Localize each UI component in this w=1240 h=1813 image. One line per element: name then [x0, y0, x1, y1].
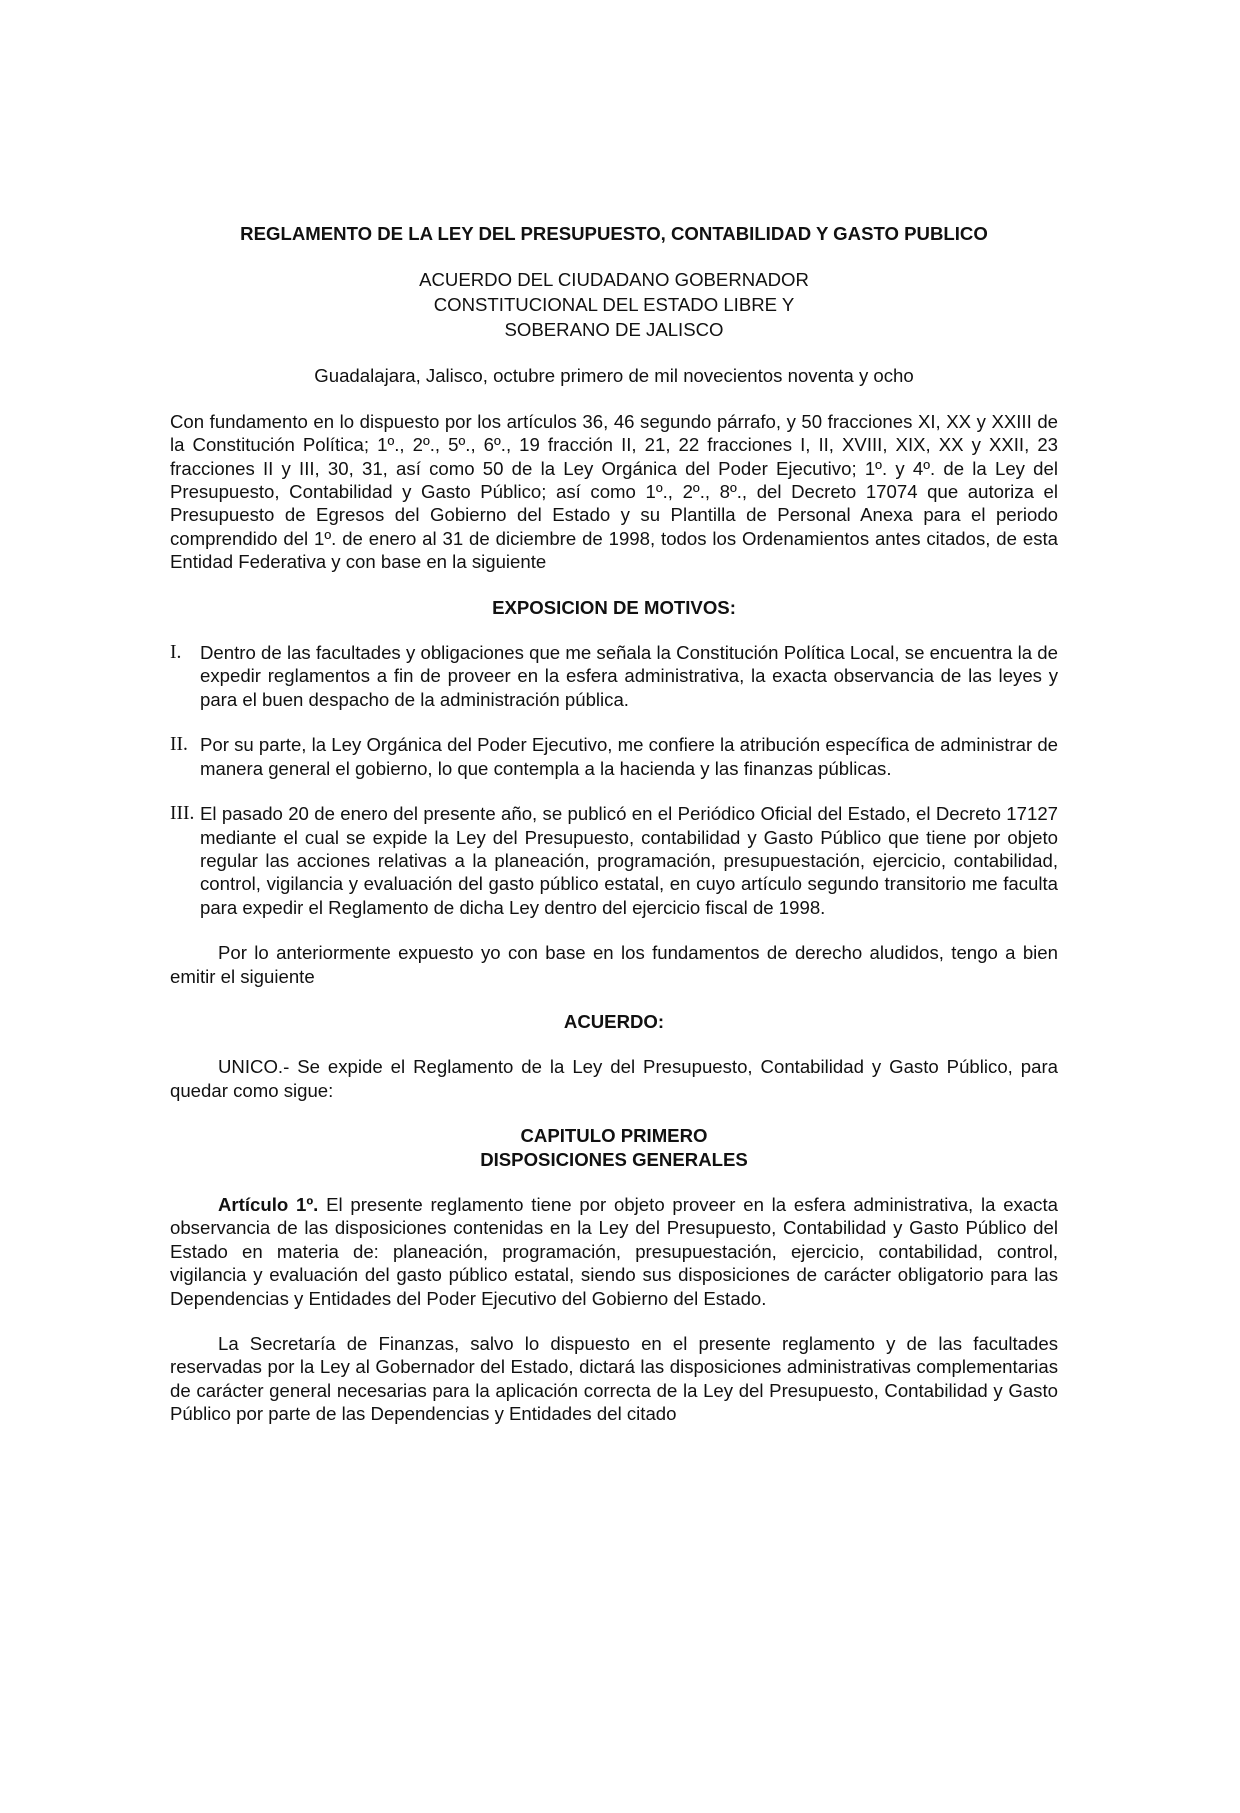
motivo-text: Por su parte, la Ley Orgánica del Poder Ejecutivo, me confiere la atribución específica de administrar de manera general el gobierno, lo que contempla a la hacienda y las finanzas públicas.: [200, 734, 1058, 779]
motivo-number: I.: [170, 642, 182, 664]
expuesto-paragraph: Por lo anteriormente expuesto yo con base en los fundamentos de derecho aludidos, tengo a bien emitir el siguiente: [170, 942, 1058, 987]
acuerdo-line-3: SOBERANO DE JALISCO: [504, 319, 724, 341]
document-page: [170, 222, 1058, 1448]
acuerdo-line-1: ACUERDO DEL CIUDADANO GOBERNADOR: [419, 269, 809, 291]
capitulo-line-1: CAPITULO PRIMERO: [520, 1125, 708, 1147]
fundamento-paragraph: Con fundamento en lo dispuesto por los artículos 36, 46 segundo párrafo, y 50 fracciones XI, XX y XXIII de la Constitución Política; 1º., 2º., 5º., 6º., 19 fracción II, 21, 22 fracciones I, II, XVIII, XIX, XX y XXII, 23 fracciones II y III, 30, 31, así como 50 de la Ley Orgánica del Poder Ejecutivo; 1º. y 4º. de la Ley del Presupuesto, Contabilidad y Gasto Público; así como 1º., 2º., 8º., del Decreto 17074 que autoriza el Presupuesto de Egresos del Gobierno del Estado y su Plantilla de Personal Anexa para el periodo comprendido del 1º. de enero al 31 de diciembre de 1998, todos los Ordenamientos antes citados, de esta Entidad Federativa y con base en la siguiente: [170, 410, 1058, 573]
articulo-1-text: El presente reglamento tiene por objeto proveer en la esfera administrativa, la exacta observancia de las disposiciones contenidas en la Ley del Presupuesto, Contabilidad y Gasto Público del Estado en materia de: planeación, programación, presupuestación, ejercicio, contabilidad, control, vigilancia y evaluación del gasto público estatal, siendo sus disposiciones de carácter obligatorio para las Dependencias y Entidades del Poder Ejecutivo del Gobierno del Estado.: [170, 1193, 1058, 1309]
exposicion-heading: EXPOSICION DE MOTIVOS:: [492, 596, 736, 618]
motivo-item: [170, 733, 1058, 780]
articulo-1-label: Artículo 1º.: [218, 1193, 319, 1215]
motivo-item: [170, 802, 1058, 919]
capitulo-heading: [170, 1124, 1058, 1171]
motivo-number: II.: [170, 734, 188, 756]
acuerdo-heading: ACUERDO:: [563, 1010, 665, 1032]
secretaria-paragraph: La Secretaría de Finanzas, salvo lo dispuesto en el presente reglamento y de las facultades reservadas por la Ley al Gobernador del Estado, dictará las disposiciones administrativas complementarias de carácter general necesarias para la aplicación correcta de la Ley del Presupuesto, Contabilidad y Gasto Público por parte de las Dependencias y Entidades del citado: [170, 1333, 1058, 1425]
acuerdo-header: [170, 267, 1058, 342]
motivo-item: [170, 641, 1058, 711]
unico-paragraph: UNICO.- Se expide el Reglamento de la Ley del Presupuesto, Contabilidad y Gasto Público, para quedar como sigue:: [170, 1056, 1058, 1101]
capitulo-line-2: DISPOSICIONES GENERALES: [480, 1148, 748, 1170]
motivo-text: El pasado 20 de enero del presente año, se publicó en el Periódico Oficial del Estado, el Decreto 17127 mediante el cual se expide la Ley del Presupuesto, contabilidad y Gasto Público que tiene por objeto regular las acciones relativas a la planeación, programación, presupuestación, ejercicio, contabilidad, control, vigilancia y evaluación del gasto público estatal, en cuyo artículo segundo transitorio me faculta para expedir el Reglamento de dicha Ley dentro del ejercicio fiscal de 1998.: [200, 803, 1058, 918]
place-date: Guadalajara, Jalisco, octubre primero de mil novecientos noventa y ocho: [314, 365, 914, 387]
articulo-1-paragraph: [170, 1193, 1058, 1310]
motivo-text: Dentro de las facultades y obligaciones que me señala la Constitución Política Local, se encuentra la de expedir reglamentos a fin de proveer en la esfera administrativa, la exacta observancia de las leyes y para el buen despacho de la administración pública.: [200, 642, 1058, 710]
motivo-number: III.: [170, 803, 195, 825]
document-title: REGLAMENTO DE LA LEY DEL PRESUPUESTO, CONTABILIDAD Y GASTO PUBLICO: [240, 223, 988, 244]
acuerdo-line-2: CONSTITUCIONAL DEL ESTADO LIBRE Y: [433, 294, 795, 316]
